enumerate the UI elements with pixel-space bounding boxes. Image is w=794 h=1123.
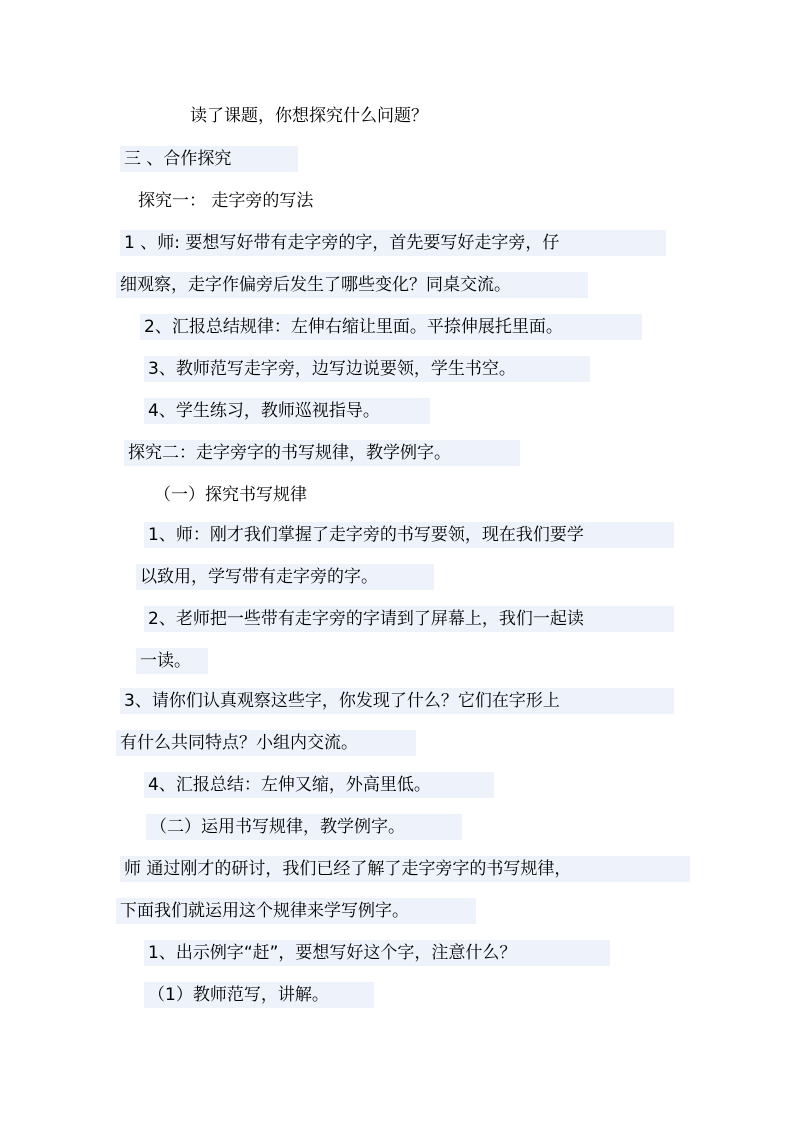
text-line: （1）教师范写，讲解。: [144, 982, 374, 1008]
subsubsection-heading: （一）探究书写规律: [154, 485, 307, 505]
text-line: 细观察，走字作偏旁后发生了哪些变化？同桌交流。: [116, 272, 588, 298]
section-heading: 三 、合作探究: [120, 146, 298, 172]
subsection-heading: 探究一： 走字旁的写法: [138, 191, 314, 211]
subsection-heading: 探究二：走字旁字的书写规律，教学例字。: [124, 440, 520, 466]
text-line: 1、师：刚才我们掌握了走字旁的书写要领，现在我们要学: [144, 522, 674, 548]
text-line: 师 通过刚才的研讨，我们已经了解了走字旁字的书写规律，: [120, 856, 690, 882]
text-line: 2、老师把一些带有走字旁的字请到了屏幕上，我们一起读: [144, 606, 674, 632]
text-line: 3、请你们认真观察这些字，你发现了什么？它们在字形上: [120, 688, 674, 714]
text-line: 4、学生练习，教师巡视指导。: [144, 398, 430, 424]
text-line: 3、教师范写走字旁，边写边说要领，学生书空。: [144, 356, 590, 382]
text-line: 1、出示例字“赶”，要想写好这个字，注意什么？: [144, 940, 610, 966]
text-line: 读了课题，你想探究什么问题？: [190, 106, 428, 126]
text-line: 2、汇报总结规律：左伸右缩让里面。平捺伸展托里面。: [140, 314, 642, 340]
text-line: 下面我们就运用这个规律来学写例字。: [116, 898, 476, 924]
subsubsection-heading: （二）运用书写规律，教学例字。: [146, 814, 462, 840]
text-line: 一读。: [136, 648, 208, 674]
text-line: 有什么共同特点？小组内交流。: [116, 730, 416, 756]
text-line: 1 、师: 要想写好带有走字旁的字，首先要写好走字旁，仔: [120, 230, 666, 256]
text-line: 以致用，学写带有走字旁的字。: [136, 564, 434, 590]
text-line: 4、汇报总结：左伸又缩，外高里低。: [144, 772, 494, 798]
